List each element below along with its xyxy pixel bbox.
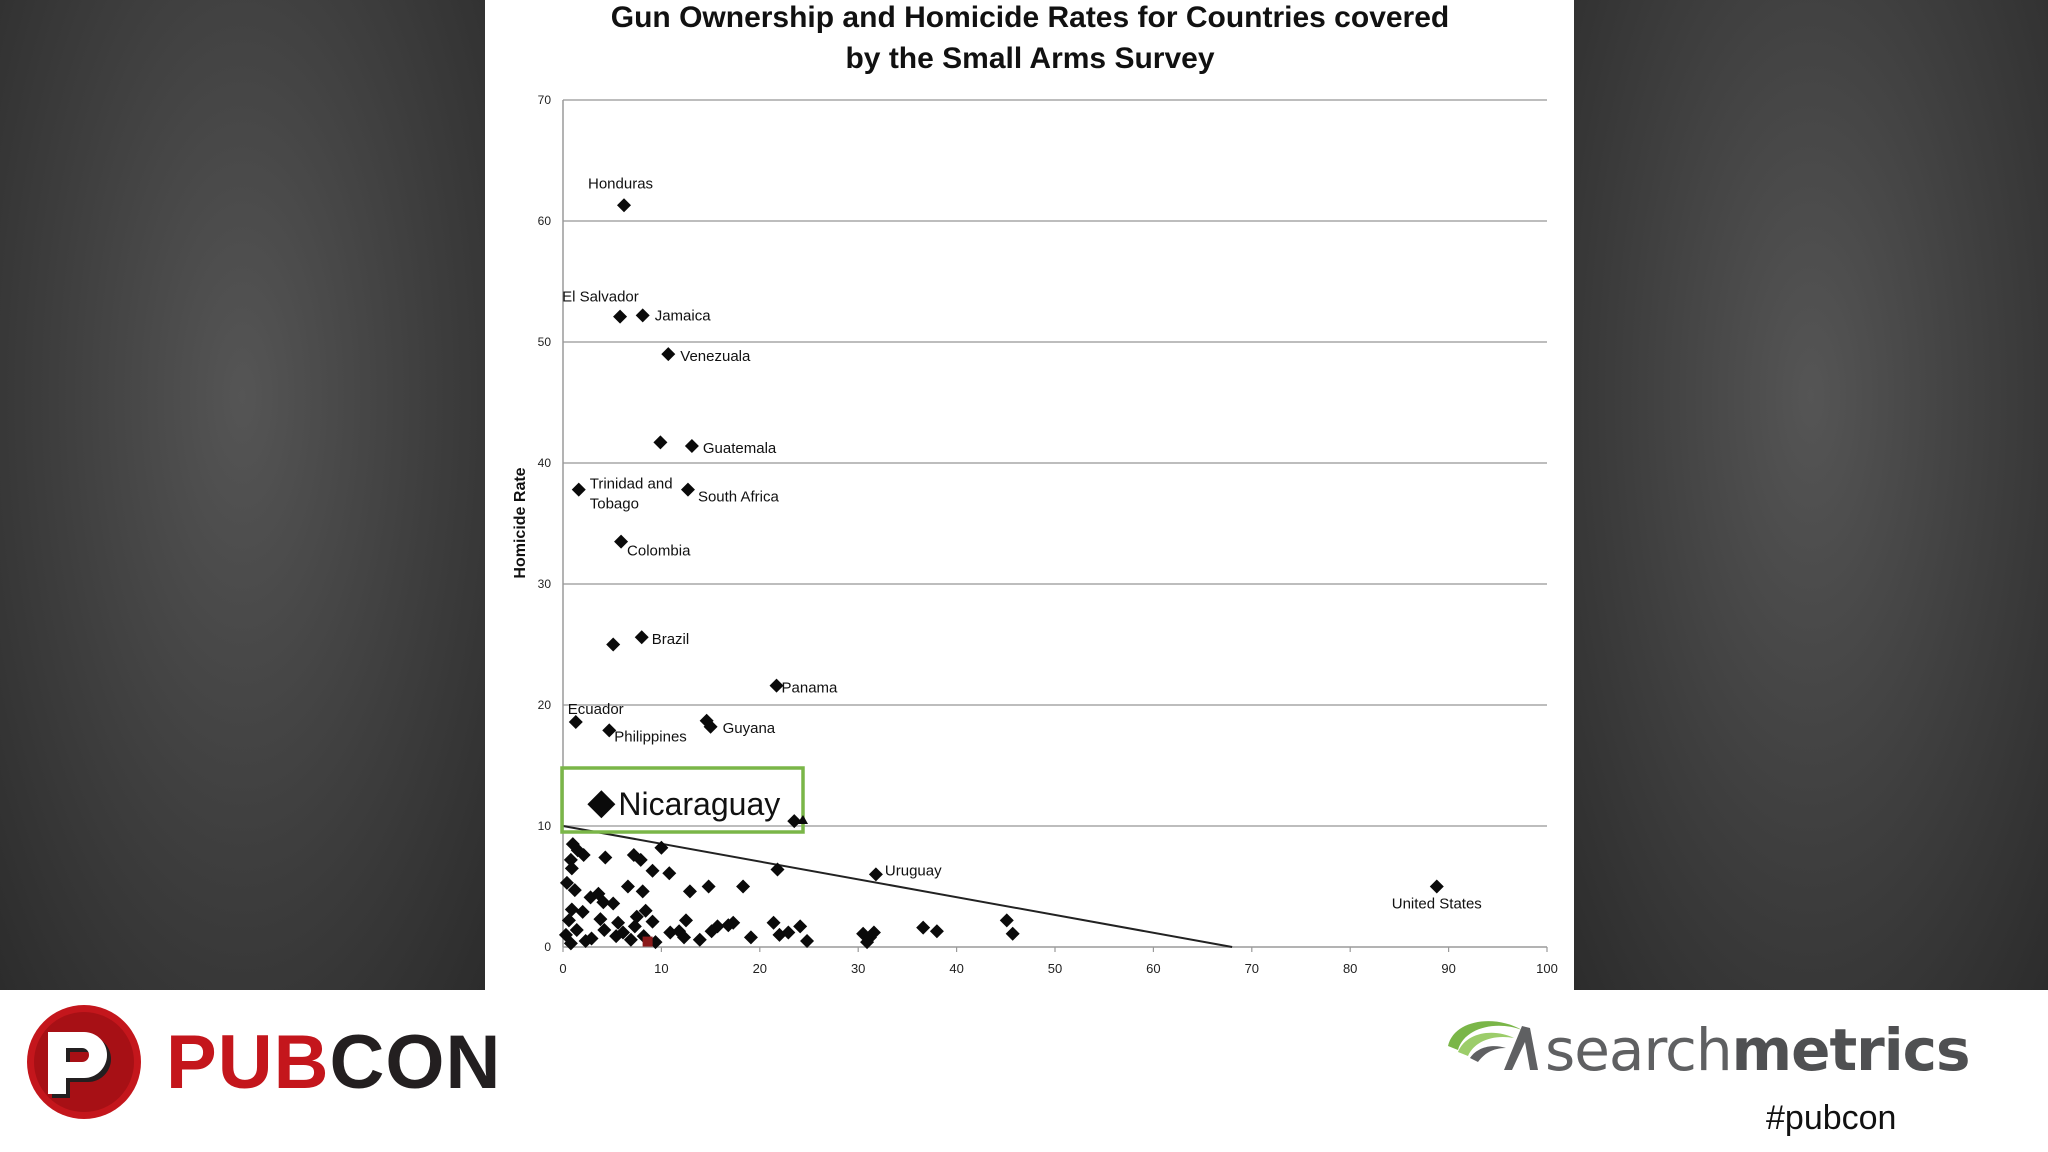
point-16 bbox=[621, 880, 635, 894]
x-tick-label-70: 70 bbox=[1244, 961, 1260, 976]
point-united-states bbox=[1430, 880, 1444, 894]
x-tick-label-90: 90 bbox=[1441, 961, 1456, 976]
point-labels bbox=[562, 175, 1482, 912]
label-guyana: Guyana bbox=[722, 719, 776, 737]
point-trinidad-and-tobago bbox=[572, 483, 586, 497]
point-65 bbox=[1006, 927, 1020, 941]
point-57 bbox=[800, 934, 814, 948]
point-18 bbox=[683, 884, 697, 898]
label-venezuala: Venezuala bbox=[680, 348, 751, 366]
x-tick-label-80: 80 bbox=[1342, 961, 1358, 976]
point-south-africa bbox=[681, 483, 695, 497]
point-64 bbox=[1000, 913, 1014, 927]
label-nicaraguay: Nicaraguay bbox=[618, 786, 781, 823]
point-honduras bbox=[617, 198, 631, 212]
point-guatemala bbox=[685, 439, 699, 453]
point-47 bbox=[628, 919, 642, 933]
label-jamaica: Jamaica bbox=[654, 307, 711, 325]
point-uruguay bbox=[869, 867, 883, 881]
axes bbox=[563, 100, 1547, 952]
point-20 bbox=[736, 880, 750, 894]
point-54 bbox=[744, 930, 758, 944]
y-tick-label-40: 40 bbox=[537, 456, 551, 470]
point-1 bbox=[653, 435, 667, 449]
point-27 bbox=[565, 902, 579, 916]
point-29 bbox=[576, 905, 590, 919]
point-30 bbox=[606, 896, 620, 910]
y-tick-label-10: 10 bbox=[537, 819, 551, 833]
x-tick-label-10: 10 bbox=[654, 961, 669, 976]
label-colombia: Colombia bbox=[627, 542, 691, 560]
y-tick-label-20: 20 bbox=[537, 698, 551, 712]
point-17 bbox=[636, 884, 650, 898]
hashtag-text: #pubcon bbox=[1766, 1099, 1897, 1137]
point-2 bbox=[606, 638, 620, 652]
pubcon-logo-icon bbox=[24, 1002, 144, 1122]
label-ecuador: Ecuador bbox=[567, 700, 624, 718]
searchmetrics-brand-text bbox=[1545, 1015, 1970, 1085]
point-venezuala bbox=[661, 347, 675, 361]
chart-panel bbox=[485, 0, 1574, 990]
searchmetrics-brand-part-1: search bbox=[1545, 1016, 1732, 1084]
point-40 bbox=[793, 919, 807, 933]
point-colombia bbox=[614, 535, 628, 549]
point-34 bbox=[646, 915, 660, 929]
point-35 bbox=[679, 913, 693, 927]
x-tick-label-100: 100 bbox=[1536, 961, 1558, 976]
x-tick-label-20: 20 bbox=[752, 961, 768, 976]
grid-lines bbox=[563, 100, 1547, 826]
y-tick-label-70: 70 bbox=[537, 93, 551, 107]
pubcon-brand-part-2: CON bbox=[329, 1020, 502, 1105]
point-19 bbox=[702, 880, 716, 894]
point-jamaica bbox=[636, 308, 650, 322]
pubcon-brand-part-1: PUB bbox=[166, 1020, 330, 1105]
label-el-salvador: El Salvador bbox=[562, 288, 639, 306]
point-9 bbox=[598, 850, 612, 864]
y-tick-label-60: 60 bbox=[537, 214, 551, 228]
marked-point bbox=[643, 937, 653, 947]
point-15 bbox=[662, 866, 676, 880]
label-trinidad-and-tobago: Trinidad and Tobago bbox=[589, 475, 673, 513]
label-guatemala: Guatemala bbox=[702, 440, 777, 458]
left-background-panel bbox=[0, 0, 485, 990]
label-honduras: Honduras bbox=[588, 175, 654, 193]
chart-title-line-2: by the Small Arms Survey bbox=[845, 42, 1215, 75]
x-tick-label-0: 0 bbox=[559, 961, 567, 976]
right-background-panel bbox=[1574, 0, 2048, 990]
label-united-states: United States bbox=[1391, 895, 1482, 913]
y-axis-label: Homicide Rate bbox=[512, 467, 529, 579]
y-tick-label-30: 30 bbox=[537, 577, 551, 591]
point-12 bbox=[565, 861, 579, 875]
point-52 bbox=[693, 933, 707, 947]
point-28 bbox=[562, 913, 576, 927]
tick-labels bbox=[538, 93, 1558, 976]
point-63 bbox=[930, 924, 944, 938]
chart-title-line-1: Gun Ownership and Homicide Rates for Countries covered bbox=[610, 1, 1450, 34]
label-brazil: Brazil bbox=[651, 631, 690, 649]
point-14 bbox=[646, 864, 660, 878]
label-philippines: Philippines bbox=[614, 728, 687, 746]
point-el-salvador bbox=[613, 310, 627, 324]
label-uruguay: Uruguay bbox=[884, 862, 942, 880]
x-tick-label-50: 50 bbox=[1047, 961, 1063, 976]
x-tick-label-40: 40 bbox=[949, 961, 964, 976]
y-tick-label-0: 0 bbox=[544, 940, 551, 954]
scatter-chart bbox=[485, 0, 1574, 990]
point-39 bbox=[767, 916, 781, 930]
x-tick-label-60: 60 bbox=[1146, 961, 1161, 976]
point-nicaraguay bbox=[587, 790, 615, 818]
y-tick-label-50: 50 bbox=[537, 335, 551, 349]
pubcon-brand-text bbox=[166, 1018, 501, 1108]
point-62 bbox=[916, 921, 930, 935]
label-panama: Panama bbox=[781, 679, 838, 697]
label-south-africa: South Africa bbox=[697, 488, 779, 506]
searchmetrics-brand-part-2: metrics bbox=[1731, 1016, 1970, 1084]
point-brazil bbox=[635, 630, 649, 644]
searchmetrics-swoosh-icon bbox=[1444, 1016, 1544, 1076]
x-tick-label-30: 30 bbox=[850, 961, 866, 976]
